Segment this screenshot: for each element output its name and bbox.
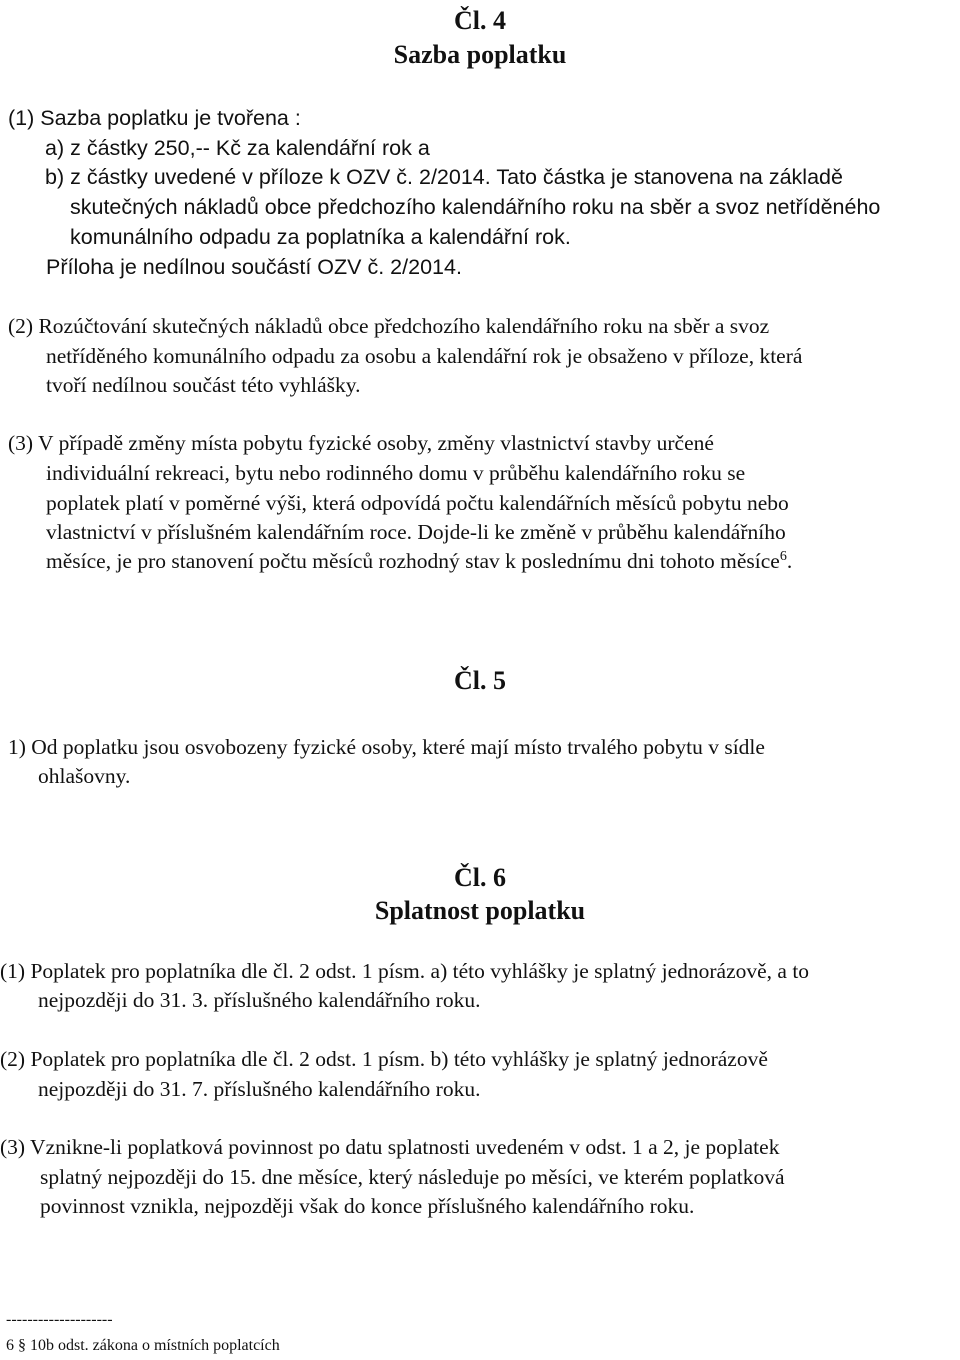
article-4-p1-item-b-line-3: komunálního odpadu za poplatníka a kalendářní rok.	[70, 225, 571, 249]
article-4-p3-line-5-text: měsíce, je pro stanovení počtu měsíců rozhodný stav k poslednímu dni tohoto měsíce	[46, 549, 780, 573]
article-6-p2-line-2: nejpozději do 31. 7. příslušného kalendářního roku.	[38, 1077, 481, 1101]
article-6-title: Splatnost poplatku	[374, 896, 586, 925]
article-5-p1-line-2: ohlašovny.	[38, 764, 131, 788]
article-4-p2-line-2: netříděného komunálního odpadu za osobu a kalendářní rok je obsaženo v příloze, která	[46, 344, 803, 368]
article-4-p2-line-3: tvoří nedílnou součást této vyhlášky.	[46, 373, 361, 397]
article-4-p1-item-a: a) z částky 250,-- Kč za kalendářní rok a	[45, 136, 430, 160]
article-5-heading: Čl. 5	[454, 666, 506, 695]
article-6-p3-line-2: splatný nejpozději do 15. dne měsíce, který následuje po měsíci, ve kterém poplatková	[40, 1165, 785, 1189]
footnote	[6, 1336, 280, 1356]
footnote-text: § 10b odst. zákona o místních poplatcích	[18, 1337, 280, 1354]
article-4-p1-item-b-line-1: b) z částky uvedené v příloze k OZV č. 2/2014. Tato částka je stanovena na základě	[45, 165, 843, 189]
article-6-p2-line-1: (2) Poplatek pro poplatníka dle čl. 2 odst. 1 písm. b) této vyhlášky je splatný jednorázově	[0, 1047, 768, 1071]
article-6-p1-line-1: (1) Poplatek pro poplatníka dle čl. 2 odst. 1 písm. a) této vyhlášky je splatný jednorázově, a to	[0, 959, 810, 983]
article-4-p2-line-1: (2) Rozúčtování skutečných nákladů obce předchozího kalendářního roku na sběr a svoz	[8, 314, 770, 338]
footnote-separator: --------------------	[6, 1311, 113, 1328]
footnote-reference[interactable]: 6	[779, 549, 787, 564]
article-6-p1-line-2: nejpozději do 31. 3. příslušného kalendářního roku.	[38, 988, 481, 1012]
article-5-p1-line-1: 1) Od poplatku jsou osvobozeny fyzické osoby, které mají místo trvalého pobytu v sídle	[8, 735, 765, 759]
article-4-p3-line-5	[46, 547, 792, 577]
article-4-p3-line-2: individuální rekreaci, bytu nebo rodinného domu v průběhu kalendářního roku se	[46, 461, 746, 485]
article-6-p3-line-3: povinnost vznikla, nejpozději však do konce příslušného kalendářního roku.	[40, 1194, 695, 1218]
article-4-p1-note: Příloha je nedílnou součástí OZV č. 2/2014.	[46, 255, 462, 279]
article-4-title: Sazba poplatku	[393, 40, 567, 69]
article-4-p3-line-4: vlastnictví v příslušném kalendářním roce. Dojde-li ke změně v průběhu kalendářního	[46, 520, 786, 544]
article-4-p1-intro: (1) Sazba poplatku je tvořena :	[8, 106, 301, 130]
article-6-p3-line-1: (3) Vznikne-li poplatková povinnost po datu splatnosti uvedeném v odst. 1 a 2, je poplatek	[0, 1135, 780, 1159]
article-4-p3-line-1: (3) V případě změny místa pobytu fyzické osoby, změny vlastnictví stavby určené	[8, 431, 714, 455]
footnote-number: 6	[6, 1337, 14, 1354]
article-4-p3-line-3: poplatek platí v poměrné výši, která odpovídá počtu kalendářních měsíců pobytu nebo	[46, 491, 789, 515]
article-4-p3-line-5-end: .	[786, 549, 793, 573]
article-4-heading: Čl. 4	[454, 6, 506, 35]
article-4-p1-item-b-line-2: skutečných nákladů obce předchozího kalendářního roku na sběr a svoz netříděného	[70, 195, 881, 219]
article-6-heading: Čl. 6	[454, 863, 506, 892]
